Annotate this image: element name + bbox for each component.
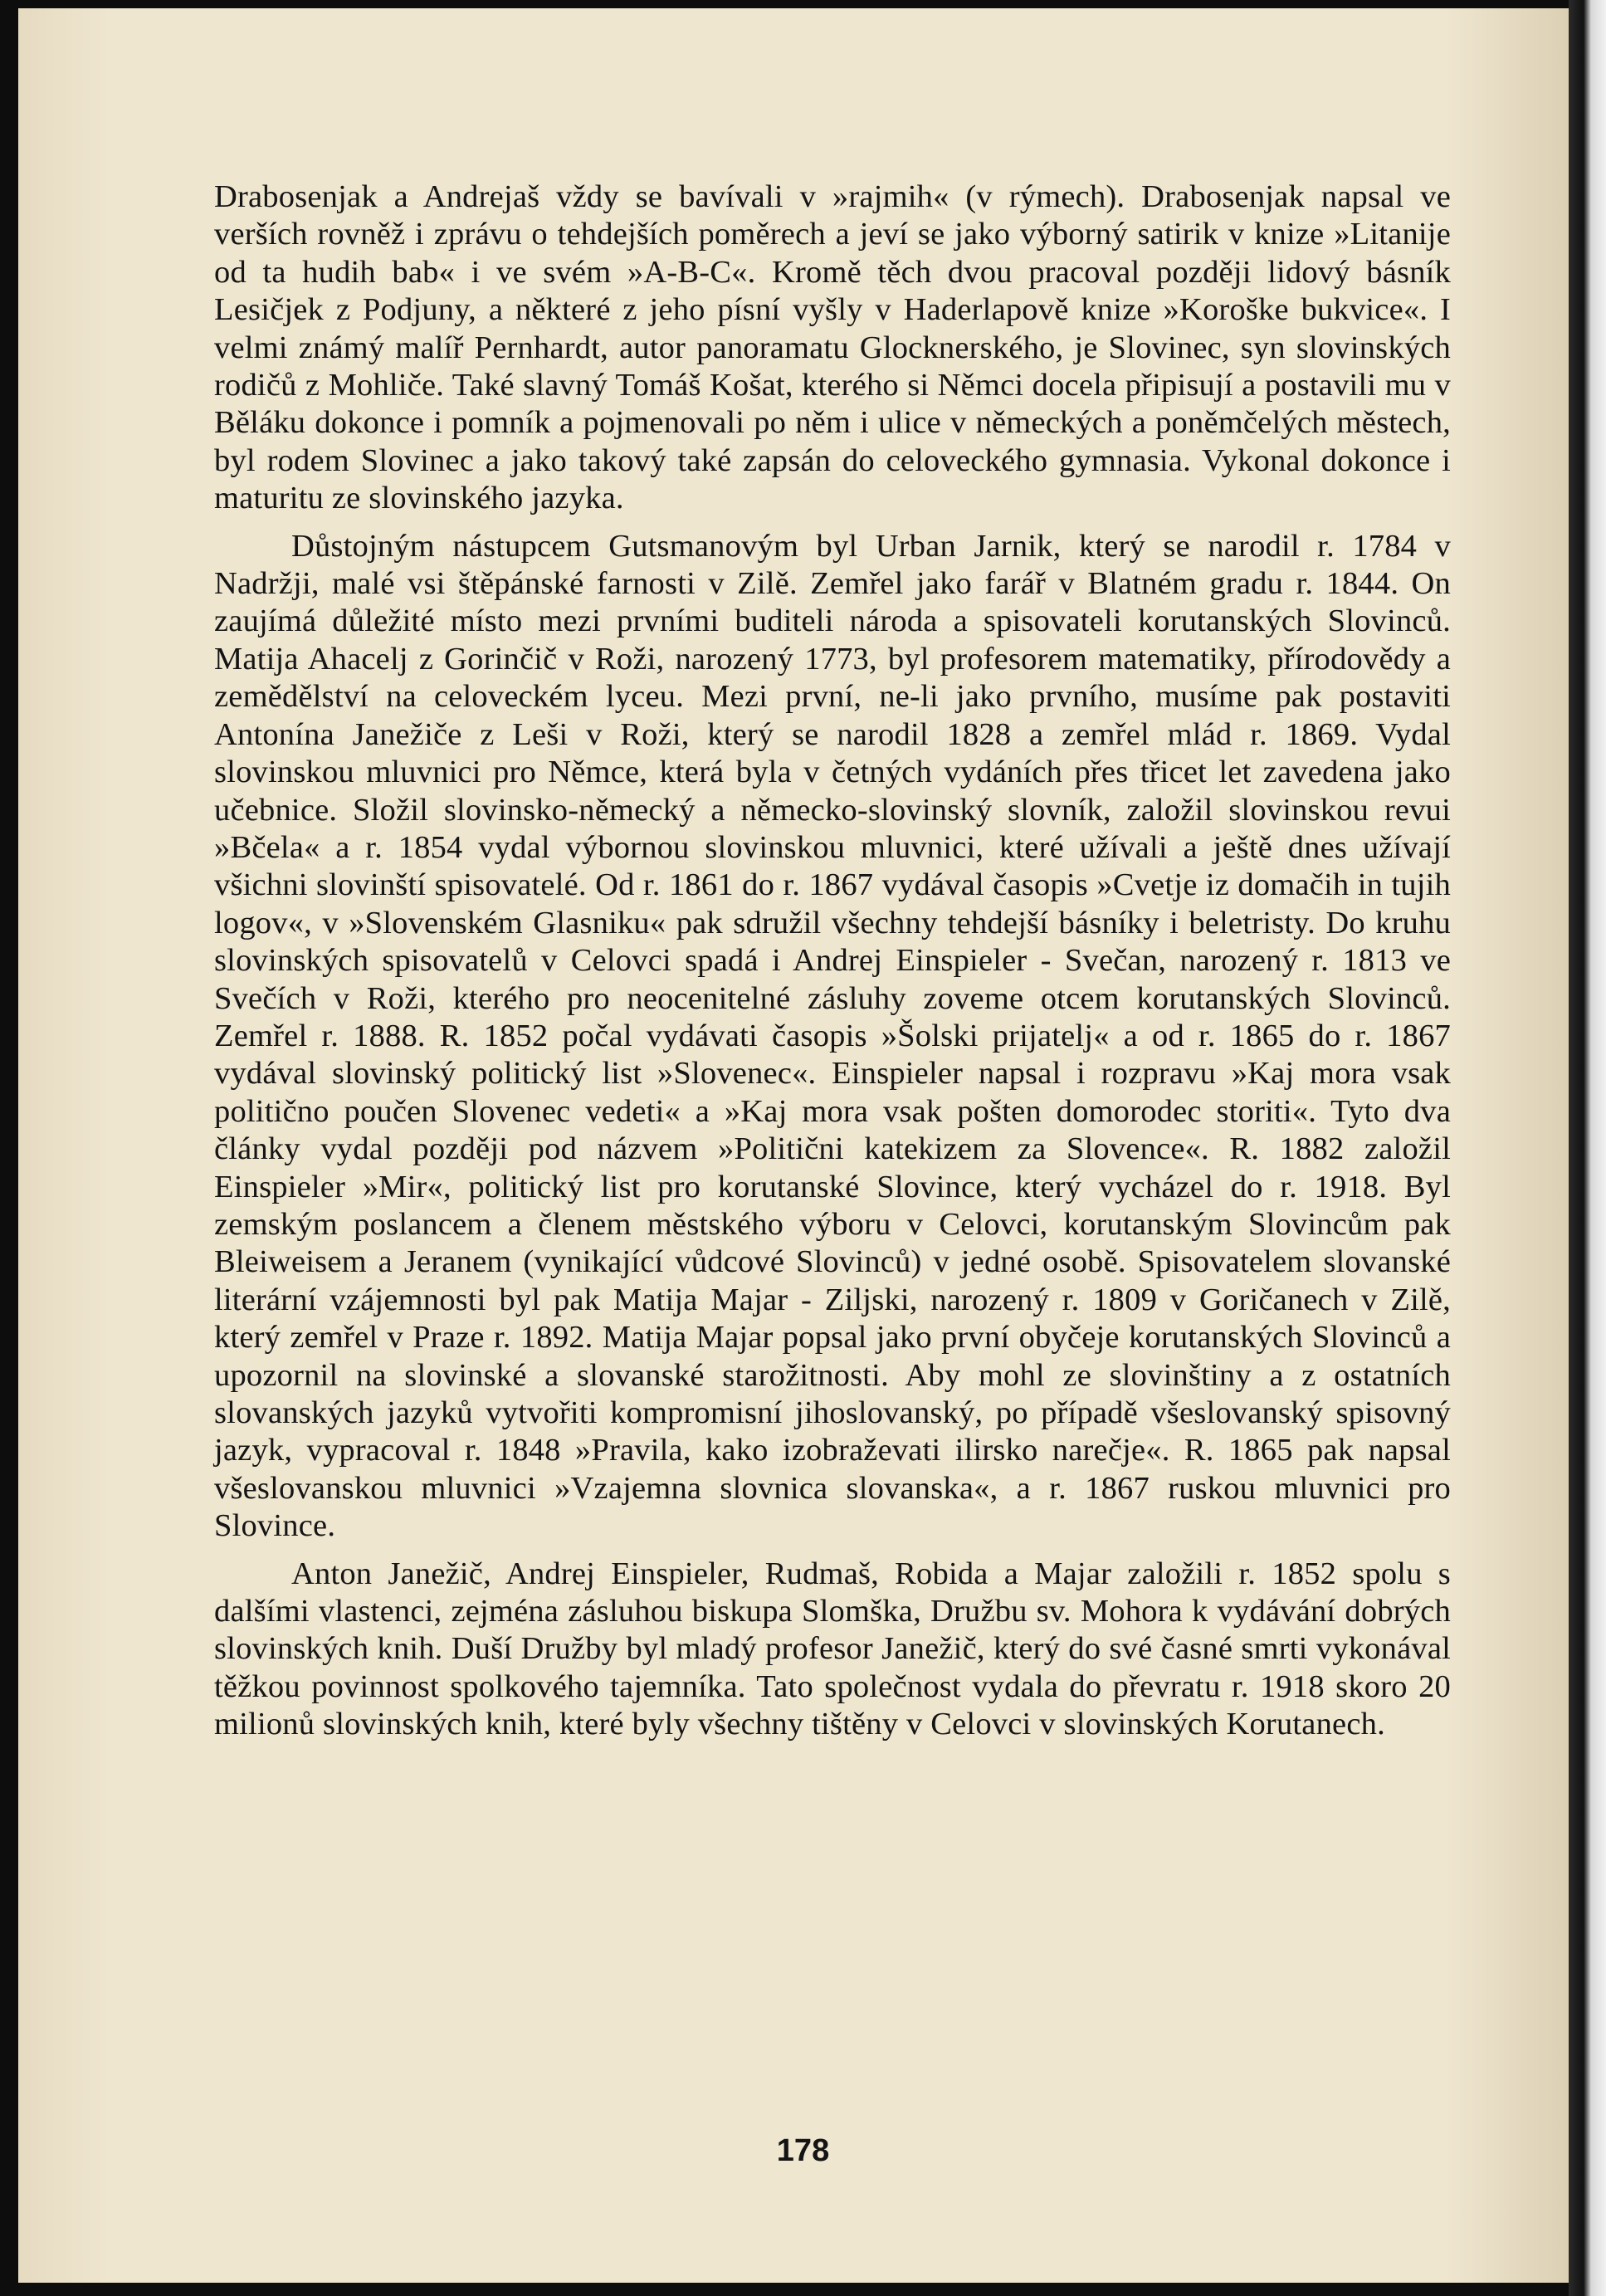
body-text [214,178,1451,1754]
paragraph-drabosenjak: Drabosenjak a Andrejaš vždy se bavívali v »rajmih« (v rýmech). Drabosenjak napsal ve verších rovněž i zprávu o tehdejších poměrech a jeví se jako výborný satirik v knize »Litanije od ta hudih bab« i ve svém »A-B-C«. Kromě těch dvou pracoval později lidový básník Lesičjek z Podjuny, a některé z jeho písní vyšly v Haderlapově knize »Koroške bukvice«. I velmi známý malíř Pernhardt, autor panoramatu Glocknerského, je Slovinec, syn slovinských rodičů z Mohliče. Také slavný Tomáš Košat, kterého si Němci docela připisují a postavili mu v Běláku dokonce i pomník a pojmenovali po něm i ulice v německých a poněmčelých městech, byl rodem Slovinec a jako takový také zapsán do celoveckého gymnasia. Vykonal dokonce i maturitu ze slovinského jazyka. [214,179,1451,516]
paragraph-jarnik: Důstojným nástupcem Gutsmanovým byl Urban Jarnik, který se narodil r. 1784 v Nadržji, malé vsi štěpánské farnosti v Zilě. Zemřel jako farář v Blatném gradu r. 1844. On zaujímá důležité místo mezi prvními buditeli národa a spisovateli korutanských Slovinců. Matija Ahacelj z Gorinčič v Roži, narozený 1773, byl profesorem matematiky, přírodovědy a zemědělství na celoveckém lyceu. Mezi první, ne-li jako prvního, musíme pak postaviti Antonína Janežiče z Leši v Roži, který se narodil 1828 a zemřel mlád r. 1869. Vydal slovinskou mluvnici pro Němce, která byla v četných vydáních přes třicet let zavedena jako učebnice. Složil slovinsko-německý a německo-slovinský slovník, založil slovinskou revui »Bčela« a r. 1854 vydal výbornou slovinskou mluvnici, které užívali a ještě dnes užívají všichni slovinští spisovatelé. Od r. 1861 do r. 1867 vydával časopis »Cvetje iz domačih in tujih logov«, v »Slovenském Glasniku« pak sdružil všechny tehdejší básníky i beletristy. Do kruhu slovinských spisovatelů v Celovci spadá i Andrej Einspieler - Svečan, narozený r. 1813 ve Svečích v Roži, kterého pro neocenitelné zásluhy zoveme otcem korutanských Slovinců. Zemřel r. 1888. R. 1852 počal vydávati časopis »Šolski prijatelj« a od r. 1865 do r. 1867 vydával slovinský politický list »Slovenec«. Einspieler napsal i rozpravu »Kaj mora vsak politično poučen Slovenec vedeti« a »Kaj mora vsak pošten domorodec storiti«. Tyto dva články vydal později pod názvem »Politični katekizem za Slovence«. R. 1882 založil Einspieler »Mir«, politický list pro korutanské Slovince, který vycházel do r. 1918. Byl zemským poslancem a členem městského výboru v Celovci, korutanským Slovincům pak Bleiweisem a Jeranem (vynikající vůdcové Slovinců) v jedné osobě. Spisovatelem slovanské literární vzájemnosti byl pak Matija Majar - Ziljski, narozený r. 1809 v Goričanech v Zilě, který zemřel v Praze r. 1892. Matija Majar popsal jako první obyčeje korutanských Slovinců a upozornil na slovinské a slovanské starožitnosti. Aby mohl ze slovinštiny a z ostatních slovanských jazyků vytvořiti kompromisní jihoslovanský, po případě všeslovanský spisovný jazyk, vypracoval r. 1848 »Pravila, kako izobraževati ilirsko narečje«. R. 1865 pak napsal všeslovanskou mluvnici »Vzajemna slovnica slovanska«, a r. 1867 ruskou mluvnici pro Slovince. [214,528,1451,1544]
book-spine-edge [1569,0,1606,2296]
paragraph-druzba: Anton Janežič, Andrej Einspieler, Rudmaš, Robida a Majar založili r. 1852 spolu s dalšími vlastenci, zejména zásluhou biskupa Slomška, Družbu sv. Mohora k vydávání dobrých slovinských knih. Duší Družby byl mladý profesor Janežič, který do své časné smrti vykonával těžkou povinnost spolkového tajemníka. Tato společnost vydala do převratu r. 1918 skoro 20 milionů slovinských knih, které byly všechny tištěny v Celovci v slovinských Korutanech. [214,1556,1451,1742]
page-number: 178 [776,2133,830,2168]
